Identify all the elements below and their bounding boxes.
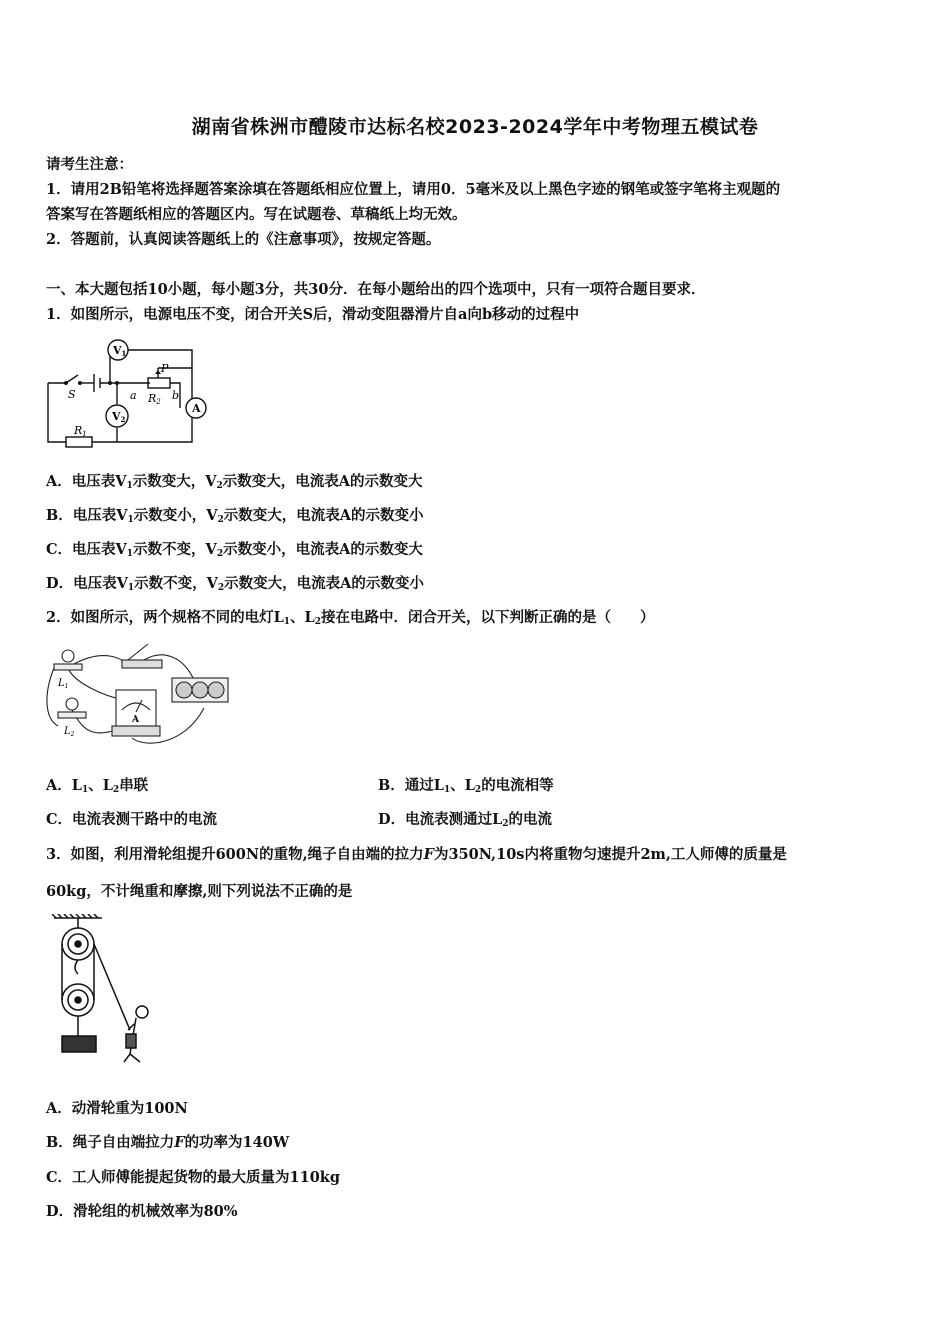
q1-option-a[interactable]: A．电压表$V_1$示数变大，$V_2$示数变大，电流表A的示数变大 [46,473,423,491]
page-title: 湖南省株洲市醴陵市达标名校2023-2024学年中考物理五模试卷 [191,116,759,138]
q3-stem-2: 60kg，不计绳重和摩擦,则下列说法不正确的是 [46,883,353,900]
notice-item-1a: 1．请用2B铅笔将选择题答案涂填在答题纸相应位置上，请用0．5毫米及以上黑色字迹的钢笔或签字笔将主观题的 [46,181,781,198]
q1-stem: 1．如图所示，电源电压不变，闭合开关S后，滑动变阻器滑片自a向b移动的过程中 [46,306,580,323]
q3-option-d[interactable]: D．滑轮组的机械效率为80% [46,1203,238,1220]
l1-label: $L_1$ [58,678,69,690]
q2-option-b[interactable]: B．通过$L_1$、$L_2$的电流相等 [378,777,554,795]
point-a-label: a [130,389,137,402]
r1-label: R1 [74,424,87,438]
section-heading: 一、本大题包括10小题，每小题3分，共30分．在每小题给出的四个选项中，只有一项符合题目要求． [46,281,706,298]
q1-option-d[interactable]: D．电压表$V_1$示数不变，$V_2$示数变大，电流表A的示数变小 [46,575,424,593]
q3-stem-1: 3．如图，利用滑轮组提升600N的重物,绳子自由端的拉力F为350N,10s内将重物匀速提升2m,工人师傅的质量是 [46,846,787,863]
notice-item-1b: 答案写在答题纸相应的答题区内。写在试题卷、草稿纸上均无效。 [46,206,467,223]
q1-option-c[interactable]: C．电压表$V_1$示数不变，$V_2$示数变小，电流表A的示数变大 [46,541,423,559]
q3-option-a[interactable]: A．动滑轮重为100N [46,1100,188,1117]
q2-option-c[interactable]: C．电流表测干路中的电流 [46,811,218,828]
q1-circuit-diagram [44,338,214,448]
q2-option-d[interactable]: D．电流表测通过$L_2$的电流 [378,811,553,829]
q3-option-b[interactable]: B．绳子自由端拉力F的功率为140W [46,1134,290,1151]
q3-pulley-diagram [50,914,160,1064]
q2-stem: 2．如图所示，两个规格不同的电灯$L_1$、$L_2$接在电路中．闭合开关，以下判断正确的是（ ） [46,609,655,627]
v2-label: V2 [112,410,126,424]
switch-label: S [68,388,76,401]
q3-option-c[interactable]: C．工人师傅能提起货物的最大质量为110kg [46,1169,340,1186]
slider-label: P [161,362,169,375]
v1-label: V1 [113,344,127,358]
point-b-label: b [172,389,180,402]
ammeter-label: A [192,402,201,415]
r2-label: R2 [148,392,161,406]
q2-option-a[interactable]: A．$L_1$、$L_2$串联 [46,777,149,795]
notice-item-2: 2．答题前，认真阅读答题纸上的《注意事项》，按规定答题。 [46,231,441,248]
notice-heading: 请考生注意： [46,156,133,173]
q2-circuit-photo [44,638,234,750]
l2-label: $L_2$ [64,726,75,738]
q1-option-b[interactable]: B．电压表$V_1$示数变小，$V_2$示数变大，电流表A的示数变小 [46,507,424,525]
meter-label: A [132,715,139,725]
